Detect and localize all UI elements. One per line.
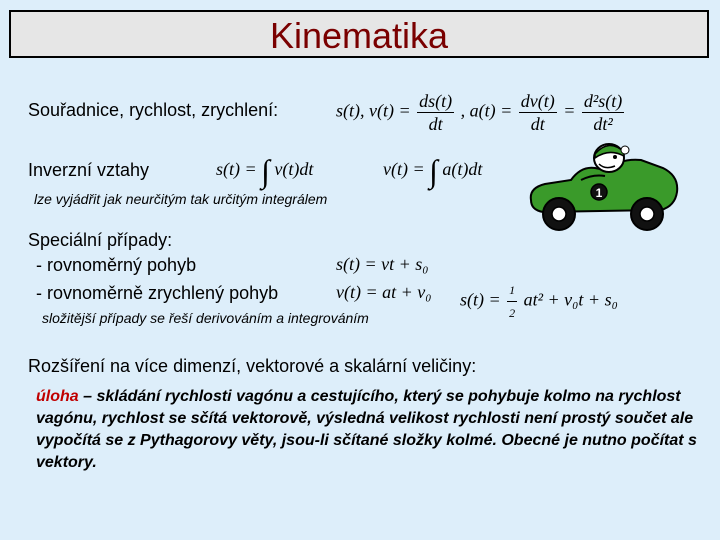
uniform-formula: s(t) = vt + s₀ (336, 254, 429, 274)
race-car-illustration (523, 140, 683, 236)
s-accel-formula: s(t) = $\frac{1}{2}$ at² + v₀t + s₀ (460, 279, 618, 324)
coords-formula (336, 90, 626, 135)
a-lead: , a(t) = (460, 100, 513, 121)
inverse-label: Inverzní vztahy (28, 160, 150, 180)
v-integral-formula: v(t) = ∫ a(t)dt (383, 152, 483, 189)
dv-fraction: $\frac{dv(t)}{dt}$ (520, 91, 555, 134)
extension-label: Rozšíření na více dimenzí, vektorové a skalární veličiny: (28, 356, 477, 376)
integral-sign: ∫ (261, 152, 270, 189)
coords-label: Souřadnice, rychlost, zrychlení: (28, 100, 279, 120)
page-title: Kinematika (269, 15, 449, 56)
integral-sign: ∫ (429, 152, 438, 189)
uniform-label: - rovnoměrný pohyb (36, 255, 197, 275)
half-fraction: $\frac{1}{2}$ (507, 279, 517, 324)
car-number: 1 (595, 186, 603, 200)
task-text: – skládání rychlosti vagónu a cestujícího, který se pohybuje kolmo na rychlost vagónu, rychlost se sčítá vektorově, výsledná velikost rychlosti není prostý součet ale vypočítá se z Pythagorovy věty, jsou-li sčítané složky kolmé. Obecné je nutno počítat s vektory. (36, 388, 697, 471)
s-integral-formula: s(t) = ∫ v(t)dt (216, 152, 314, 189)
special-label: Speciální případy: (28, 230, 173, 250)
ds-fraction: $\frac{ds(t)}{dt}$ (419, 91, 453, 134)
task-word: úloha (36, 388, 79, 405)
title-box (9, 10, 709, 58)
special-note: složitější případy se řeší derivováním a integrováním (42, 310, 369, 326)
d2s-fraction: $\frac{\text{d²s(t)}}{\text{dt²}}$ (583, 91, 623, 134)
v-accel-formula: v(t) = at + v₀ (336, 282, 432, 302)
eq-sign: = (563, 100, 576, 121)
task-paragraph (36, 386, 712, 474)
coords-lead: s(t), v(t) = (336, 100, 411, 121)
inverse-note: lze vyjádřit jak neurčitým tak určitým integrálem (34, 191, 328, 207)
accelerated-label: - rovnoměrně zrychlený pohyb (36, 283, 279, 303)
